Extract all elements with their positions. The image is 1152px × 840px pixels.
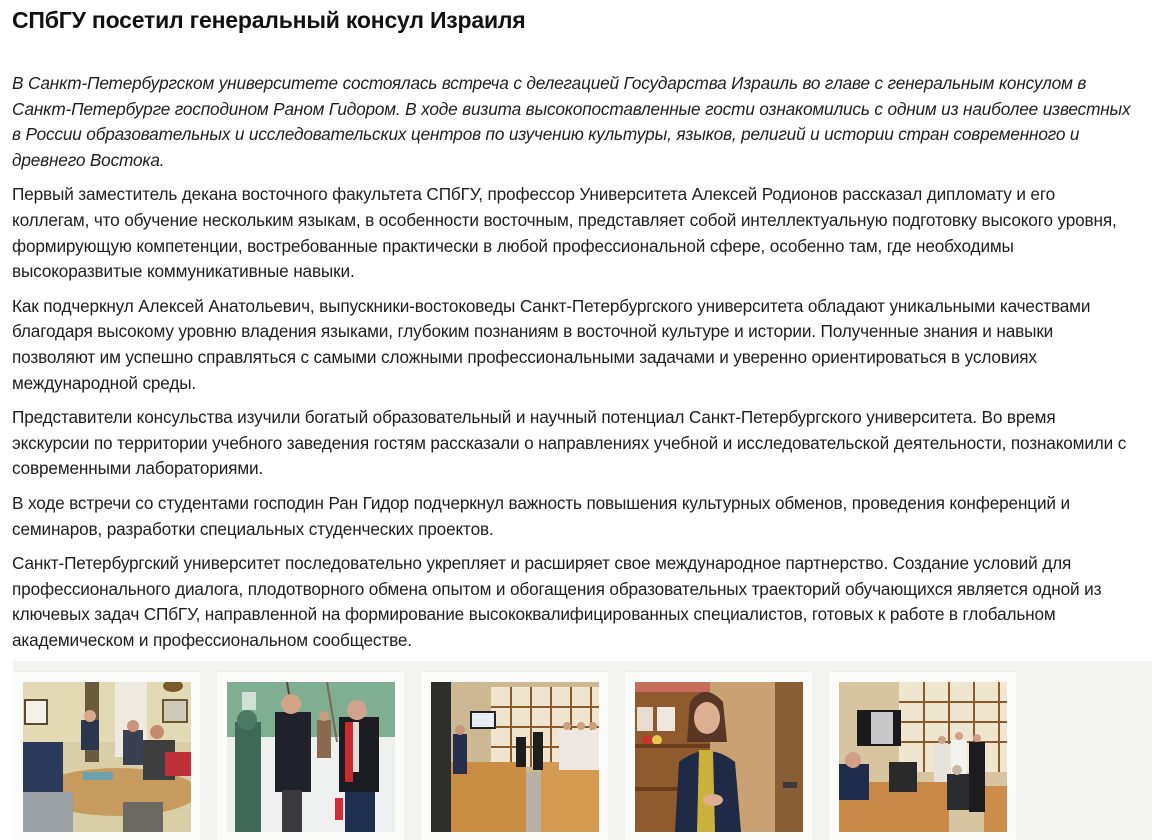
gallery-thumb-2[interactable] (217, 671, 404, 840)
article-paragraph: Представители консульства изучили богатый образовательный и научный потенциал Санкт-Петербургского университета. Во время экскурсии по территории учебного заведения гостям рассказали о направлениях учебной и исследовательской деятельности, познакомили с современными лабораториями. (12, 407, 1127, 479)
photo-students-meeting[interactable] (839, 682, 1007, 832)
article-paragraph: Первый заместитель декана восточного факультета СПбГУ, профессор Университета Алексей Родионов рассказал дипломату и его коллегам, что обучение нескольким языкам, в особенности восточным, представляет собой интеллектуальную подготовку высокого уровня, формирующую компетенции, востребованные практически в любой профессиональной сфере, особенно там, где необходимы высокоразвитые коммуникативные навыки. (12, 184, 1117, 282)
article-title: СПбГУ посетил генеральный консул Израиля (12, 7, 526, 33)
photo-classroom-tour[interactable] (431, 682, 599, 832)
photo-meeting-table[interactable] (23, 682, 191, 832)
photo-gallery (13, 661, 1152, 840)
photo-winter-courtyard[interactable] (227, 682, 395, 832)
article-paragraph: Как подчеркнул Алексей Анатольевич, выпускники-востоковеды Санкт-Петербургского университета обладают уникальными качествами благодаря высокому уровню владения языками, глубоким познаниям в восточной культуре и истории. Полученные знания и навыки позволяют им успешно справляться с самыми сложными профессиональными задачами и уверенно ориентироваться в условиях международной среды. (12, 295, 1091, 393)
article-body (12, 71, 1134, 662)
gallery-thumb-5[interactable] (829, 671, 1016, 840)
photo-speaker[interactable] (635, 682, 803, 832)
article-paragraph: Санкт-Петербургский университет последовательно укрепляет и расширяет свое международное партнерство. Создание условий для профессионального диалога, плодотворного обмена опытом и обогащения образовательных траекторий обучающихся является одной из ключевых задач СПбГУ, направленной на формирование высококвалифицированных специалистов, готовых к работе в глобальном академическом и профессиональном сообществе. (12, 553, 1102, 650)
article-lead: В Санкт-Петербургском университете состоялась встреча с делегацией Государства Израиль во главе с генеральным консулом в Санкт-Петербурге господином Раном Гидором. В ходе визита высокопоставленные гости ознакомились с одним из наиболее известных в России образовательных и исследовательских центров по изучению культуры, языков, религий и истории стран современного и древнего Востока. (12, 73, 1131, 170)
gallery-thumb-1[interactable] (13, 671, 200, 840)
gallery-thumb-4[interactable] (625, 671, 812, 840)
article-paragraph: В ходе встречи со студентами господин Ран Гидор подчеркнул важность повышения культурных обменов, проведения конференций и семинаров, разработки специальных студенческих проектов. (12, 492, 1070, 539)
gallery-thumb-3[interactable] (421, 671, 608, 840)
